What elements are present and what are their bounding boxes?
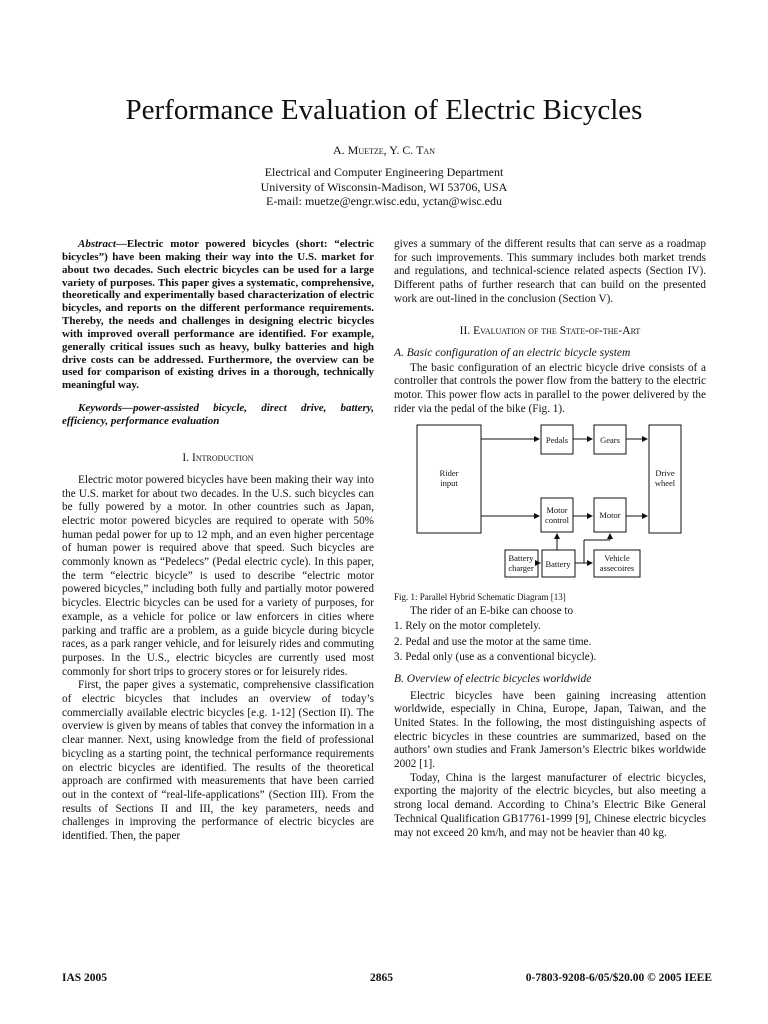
subsection-b-paragraph-1: Electric bicycles have been gaining increasing attention worldwide, especially in China, Europe, Japan, Taiwan, and the United States. In the following, the most distinguishing aspects of electric bicycles in these countries are summarized, based on the authors’ own studies and Frank Jamerson’s Electric bikes worldwide 2002 [1].	[394, 689, 706, 771]
figure-caption: Fig. 1: Parallel Hybrid Schematic Diagram [13]	[394, 592, 566, 603]
abstract-lead: Abstract	[78, 238, 116, 250]
affiliation	[0, 165, 768, 209]
subsection-b-paragraph-2: Today, China is the largest manufacturer of electric bicycles, exporting the majority of the electric bicycles, but also meeting a strong local demand. According to China’s Electric Bike General Technical Qualification GB17761-1999 [9], Chinese electric bicycles may not exceed 20 km/h, and may not be heavier than 40 kg.	[394, 771, 706, 839]
keywords	[62, 402, 374, 428]
label-drive-1: Drive	[655, 468, 675, 479]
subsection-a-paragraph: The basic configuration of an electric bicycle drive consists of a controller that controls the power flow from the battery to the electric motor. This power flow acts in parallel to the power delivered by the rider via the pedal of the bike (Fig. 1).	[394, 361, 706, 415]
left-column	[62, 238, 374, 844]
paper-title: Performance Evaluation of Electric Bicycles	[125, 94, 643, 126]
label-drive	[655, 468, 676, 488]
subsection-a-heading: A. Basic configuration of an electric bicycle system	[394, 346, 631, 359]
label-motor-control	[545, 505, 570, 525]
abstract-text: —Electric motor powered bicycles (short: “electric bicycles”) have been making their way into the U.S. market for about two decades. Such electric bicycles can be used for a large variety of purposes. This paper gives a systematic, comprehensive, theoretically and experimentally based characterization of electric bicycles, and reports on the different performance requirements. Thereby, the needs and challenges in designing electric bicycles with improved overall performance are identified. For example, generally critical issues such as heavy, bulky batteries and high drive costs can be addressed. Furthermore, the overview can be used for comparison of existing drives in a thorough, technically meaningful way.	[62, 238, 374, 392]
footer-copyright: 0-7803-9208-6/05/$20.00 © 2005 IEEE	[525, 972, 712, 984]
affiliation-line: E-mail: muetze@engr.wisc.edu, yctan@wisc.edu	[265, 194, 503, 209]
right-column	[394, 238, 706, 840]
choice-item: 1. Rely on the motor completely.	[394, 620, 541, 633]
label-rider-1: Rider	[439, 468, 459, 479]
label-battery: Battery	[545, 559, 571, 570]
label-vehicle-acc-2: assecoires	[599, 563, 635, 574]
schematic-diagram	[394, 422, 706, 592]
label-motor: Motor	[599, 510, 621, 521]
label-motor-control-1: Motor	[546, 505, 568, 516]
subsection-b-heading: B. Overview of electric bicycles worldwide	[394, 672, 592, 685]
intro-paragraph-1: Electric motor powered bicycles have been making their way into the U.S. market for about two decades. In the U.S. such bicycles can be fully powered by a motor. In other countries such as Japan, electric motor powered bicycles are required to operate with 50% human pedal power for up to 12 mph, and an even higher percentage of human power is required above that speed. Such bicycles are commonly known as “Pedelecs” (Pedal electric cycle). In this paper, the term “electric bicycle” is used to describe “electric motor powered bicycles,” including both fully and partially motor powered bicycles. Electric bicycles can be used for a variety of purposes, for example, as a vehicle for police or law enforcers in cities where parking and traffic are a problem, as a guide bicycle during bicycle races, as a park ranger vehicle, and for leisurely rides and commuting purposes. In the U.S., electric bicycles are currently used most commonly for short trips to grocery stores or for leisurely rides.	[62, 473, 374, 678]
affiliation-line: University of Wisconsin-Madison, WI 53706, USA	[260, 179, 508, 194]
label-vehicle-acc	[600, 553, 634, 573]
keywords-text: —power-assisted bicycle, direct drive, battery, efficiency, performance evaluation	[62, 402, 374, 427]
label-gears: Gears	[600, 435, 620, 446]
page-footer	[62, 972, 712, 988]
keywords-lead: Keywords	[78, 402, 122, 415]
label-battery-charger-1: Battery	[508, 553, 534, 564]
label-vehicle-acc-1: Vehicle	[604, 553, 630, 564]
label-motor-control-2: control	[544, 515, 570, 526]
section-heading-state-of-art: II. Evaluation of the State-of-the-Art	[459, 324, 641, 337]
choice-item: 2. Pedal and use the motor at the same time.	[394, 635, 592, 648]
label-battery-charger-2: charger	[508, 563, 534, 574]
affiliation-line: Electrical and Computer Engineering Department	[264, 165, 504, 179]
label-pedals: Pedals	[545, 435, 569, 446]
authors: A. Muetze, Y. C. Tan	[332, 143, 435, 157]
label-battery-charger	[508, 553, 534, 573]
intro-paragraph-2: First, the paper gives a systematic, comprehensive classification of electric bicycles that includes an overview of today’s commercially available electric bicycles [e.g. 1-12] (Section II). The overview is given by means of tables that convey the information in a clear manner. Next, using knowledge from the field of professional bicycling as a starting point, the technical performance requirements on electric bicycles are identified. The results of the theoretical approach are confirmed with measurements that have been carried out in the context of “real-life-applications” (Section III). From the results of Sections II and III, the key parameters, needs and challenges in improving the performance of electric bicycles are identified. Then, the paper	[62, 679, 374, 843]
section-heading-intro: I. Introduction	[182, 451, 254, 464]
label-rider	[440, 468, 459, 488]
footer-page-number: 2865	[370, 972, 393, 984]
label-drive-2: wheel	[654, 478, 676, 489]
intro-continued: gives a summary of the different results that can serve as a roadmap for such improvements. This summary includes both market trends and regulations, and technical-science related aspects (Section IV). Different paths of further research that can build on the presented work are out-lined in the conclusion (Section V).	[394, 238, 706, 305]
choice-item: 3. Pedal only (use as a conventional bicycle).	[394, 651, 597, 664]
choose-intro: The rider of an E-bike can choose to	[410, 605, 574, 618]
footer-conference: IAS 2005	[62, 972, 108, 984]
abstract	[62, 238, 374, 392]
figure-1	[394, 422, 706, 592]
label-rider-2: input	[440, 478, 458, 489]
